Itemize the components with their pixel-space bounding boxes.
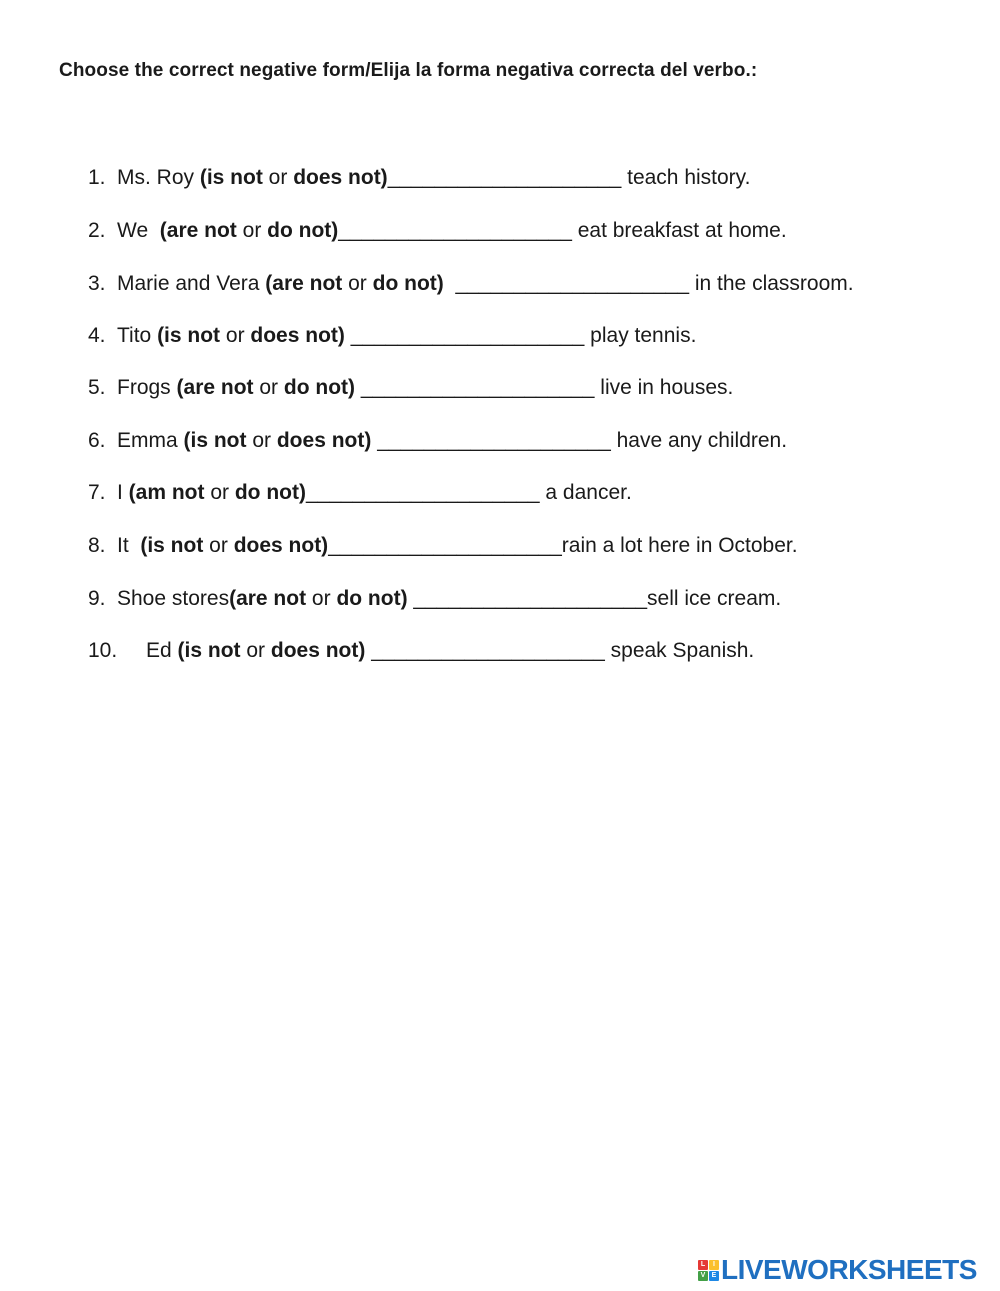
- item-number: 8.: [88, 534, 106, 557]
- option-one: (is not: [183, 429, 247, 452]
- option-one: (is not: [199, 166, 263, 189]
- liveworksheets-brand: [698, 1255, 977, 1285]
- exercise-item: [88, 375, 733, 401]
- item-rest: rain a lot here in October.: [561, 534, 798, 557]
- item-number: 3.: [88, 272, 106, 295]
- option-or: or: [236, 219, 268, 242]
- answer-blank[interactable]: ____________________: [387, 166, 622, 189]
- item-subject: We: [117, 219, 160, 242]
- item-rest: teach history.: [621, 166, 751, 189]
- exercise-item: [88, 533, 798, 559]
- exercise-item: [88, 218, 787, 244]
- logo-letter: L: [698, 1260, 708, 1270]
- logo-letter: V: [698, 1271, 708, 1281]
- option-or: or: [262, 166, 294, 189]
- answer-blank[interactable]: ____________________: [371, 639, 605, 662]
- option-or: or: [306, 587, 337, 610]
- item-number: 9.: [88, 587, 106, 610]
- item-rest: play tennis.: [584, 324, 697, 347]
- answer-blank[interactable]: ____________________: [338, 219, 572, 242]
- item-rest: have any children.: [610, 429, 788, 452]
- answer-blank[interactable]: ____________________: [305, 481, 540, 504]
- option-one: (am not: [128, 481, 205, 504]
- option-one: (is not: [140, 534, 204, 557]
- option-one: (are not: [229, 587, 307, 610]
- exercise-item: [88, 428, 787, 454]
- answer-blank[interactable]: ____________________: [377, 429, 611, 452]
- option-or: or: [342, 272, 373, 295]
- option-or: or: [246, 429, 277, 452]
- item-subject: Frogs: [117, 376, 177, 399]
- liveworksheets-logo-icon: [698, 1260, 719, 1281]
- option-or: or: [253, 376, 284, 399]
- option-or: or: [240, 639, 271, 662]
- item-gap: [444, 272, 456, 295]
- item-number: 1.: [88, 166, 106, 189]
- item-subject: Marie and Vera: [117, 272, 266, 295]
- exercise-item: [88, 480, 632, 506]
- item-subject: I: [117, 481, 129, 504]
- item-subject: Ms. Roy: [117, 166, 200, 189]
- logo-letter: I: [709, 1260, 719, 1270]
- item-number: 5.: [88, 376, 106, 399]
- answer-blank[interactable]: ____________________: [455, 272, 690, 295]
- brand-name: LIVEWORKSHEETS: [721, 1254, 977, 1285]
- option-one: (is not: [177, 639, 241, 662]
- item-number: 2.: [88, 219, 106, 242]
- option-two: do not): [336, 587, 408, 610]
- option-or: or: [204, 481, 235, 504]
- item-number: 4.: [88, 324, 106, 347]
- answer-blank[interactable]: ____________________: [360, 376, 595, 399]
- item-rest: eat breakfast at home.: [571, 219, 787, 242]
- option-two: do not): [372, 272, 444, 295]
- option-one: (is not: [157, 324, 221, 347]
- item-rest: speak Spanish.: [604, 639, 755, 662]
- option-two: does not): [270, 639, 366, 662]
- exercise-item: [88, 165, 750, 191]
- option-two: do not): [234, 481, 306, 504]
- logo-letter: E: [709, 1271, 719, 1281]
- option-two: do not): [283, 376, 356, 399]
- item-number: 10.: [88, 639, 118, 662]
- option-or: or: [220, 324, 251, 347]
- item-subject: It: [117, 534, 141, 557]
- option-one: (are not: [159, 219, 237, 242]
- item-number: 7.: [88, 481, 106, 504]
- item-subject: Ed: [146, 639, 178, 662]
- item-number: 6.: [88, 429, 106, 452]
- exercise-item: [88, 271, 854, 297]
- option-two: does not): [250, 324, 345, 347]
- exercise-item: [88, 638, 754, 664]
- option-two: does not): [293, 166, 388, 189]
- item-rest: sell ice cream.: [647, 587, 782, 610]
- option-two: do not): [267, 219, 339, 242]
- option-two: does not): [276, 429, 372, 452]
- option-or: or: [203, 534, 234, 557]
- answer-blank[interactable]: ____________________: [413, 587, 648, 610]
- exercise-item: [88, 323, 696, 349]
- item-rest: live in houses.: [594, 376, 734, 399]
- option-one: (are not: [265, 272, 343, 295]
- item-subject: Shoe stores: [117, 587, 230, 610]
- item-rest: a dancer.: [539, 481, 632, 504]
- item-rest: in the classroom.: [689, 272, 854, 295]
- option-two: does not): [233, 534, 329, 557]
- option-one: (are not: [176, 376, 254, 399]
- answer-blank[interactable]: ____________________: [350, 324, 585, 347]
- item-subject: Tito: [117, 324, 158, 347]
- exercise-item: [88, 586, 781, 612]
- page-title: Choose the correct negative form/Elija la forma negativa correcta del verbo.:: [59, 60, 758, 81]
- answer-blank[interactable]: ____________________: [328, 534, 562, 557]
- item-subject: Emma: [117, 429, 184, 452]
